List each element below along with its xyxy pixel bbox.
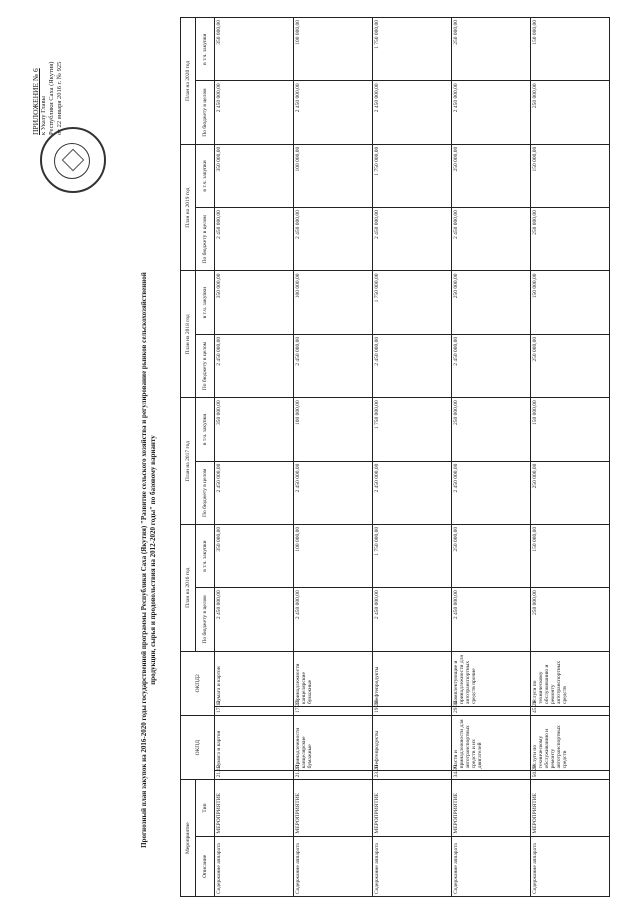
okpd-name: Принадлежности канцелярские бумажные <box>294 716 373 771</box>
header-incl-purchases: в т.ч. закупки <box>196 398 215 461</box>
row-name: Содержание аппарата <box>452 836 531 896</box>
header-year-2019: План на 2019 год <box>181 144 196 271</box>
value-cell: 1 750 000,00 <box>373 524 452 587</box>
procurement-plan-table <box>180 17 610 897</box>
okpd-name: Бумага и картон <box>215 716 294 771</box>
header-incl-purchases: в т.ч. закупки <box>196 271 215 334</box>
value-cell: 2 450 000,00 <box>215 588 294 651</box>
value-cell: 150 000,00 <box>531 144 610 207</box>
okpd-name: Услуги по техническому обслуживанию и ремонту автотранспортных средств <box>531 716 610 771</box>
okpd-code: 21.23 <box>294 771 373 780</box>
okpd2-name: Комплектующие и принадлежности для автотранспортных средств прочие <box>452 651 531 706</box>
value-cell: 2 450 000,00 <box>452 81 531 144</box>
value-cell: 250 000,00 <box>452 524 531 587</box>
value-cell: 250 000,00 <box>531 81 610 144</box>
okpd2-name: Услуги по техническому обслуживанию и ремонту автотранспортных средств <box>531 651 610 706</box>
okpd-name: Нефтепродукты <box>373 716 452 771</box>
okpd2-code: 29.32 <box>452 706 531 715</box>
header-year-2017: План на 2017 год <box>181 398 196 525</box>
row-name: Содержание аппарата <box>373 836 452 896</box>
appendix-block <box>32 0 64 135</box>
okpd2-name: Принадлежности канцелярские бумажные <box>294 651 373 706</box>
value-cell: 2 450 000,00 <box>373 461 452 524</box>
okpd2-code: 19.20 <box>373 706 452 715</box>
table-row <box>452 18 531 897</box>
value-cell: 2 450 000,00 <box>294 81 373 144</box>
row-name: Содержание аппарата <box>215 836 294 896</box>
value-cell: 100 000,00 <box>294 398 373 461</box>
value-cell: 2 450 000,00 <box>294 461 373 524</box>
table-row <box>373 18 452 897</box>
row-type: МЕРОПРИЯТИЕ <box>294 780 373 836</box>
okpd2-name: Бумага и картон <box>215 651 294 706</box>
value-cell: 2 450 000,00 <box>373 588 452 651</box>
row-type: МЕРОПРИЯТИЕ <box>531 780 610 836</box>
value-cell: 250 000,00 <box>452 144 531 207</box>
header-incl-purchases: в т.ч. закупки <box>196 524 215 587</box>
table-row <box>294 18 373 897</box>
value-cell: 350 000,00 <box>215 524 294 587</box>
value-cell: 2 450 000,00 <box>452 588 531 651</box>
okpd-code: 50.20 <box>531 771 610 780</box>
value-cell: 350 000,00 <box>215 271 294 334</box>
value-cell: 1 750 000,00 <box>373 144 452 207</box>
header-budget-total: По бюджету в целом <box>196 588 215 651</box>
appendix-line: от 22 января 2016 г. № 925 <box>56 61 63 135</box>
value-cell: 1 750 000,00 <box>373 398 452 461</box>
value-cell: 2 450 000,00 <box>452 334 531 397</box>
table-row <box>531 18 610 897</box>
value-cell: 1 750 000,00 <box>373 18 452 81</box>
header-budget-total: По бюджету в целом <box>196 461 215 524</box>
header-okpd2: ОКПД2 <box>181 651 215 715</box>
value-cell: 2 450 000,00 <box>215 81 294 144</box>
header-type: Тип <box>196 780 215 836</box>
value-cell: 250 000,00 <box>531 208 610 271</box>
value-cell: 250 000,00 <box>531 461 610 524</box>
appendix-line: Республики Саха (Якутия) <box>48 61 55 135</box>
value-cell: 250 000,00 <box>452 398 531 461</box>
value-cell: 350 000,00 <box>215 18 294 81</box>
value-cell: 2 450 000,00 <box>215 208 294 271</box>
value-cell: 250 000,00 <box>531 334 610 397</box>
value-cell: 100 000,00 <box>294 524 373 587</box>
value-cell: 150 000,00 <box>531 271 610 334</box>
header-year-2020: План на 2020 год <box>181 18 196 145</box>
row-name: Содержание аппарата <box>294 836 373 896</box>
value-cell: 350 000,00 <box>215 398 294 461</box>
row-type: МЕРОПРИЯТИЕ <box>215 780 294 836</box>
value-cell: 250 000,00 <box>531 588 610 651</box>
header-budget-total: По бюджету в целом <box>196 208 215 271</box>
okpd-code: 21.12 <box>215 771 294 780</box>
okpd2-code: 17.12 <box>215 706 294 715</box>
row-name: Содержание аппарата <box>531 836 610 896</box>
value-cell: 2 450 000,00 <box>215 334 294 397</box>
value-cell: 2 450 000,00 <box>294 208 373 271</box>
value-cell: 100 000,00 <box>294 271 373 334</box>
value-cell: 2 450 000,00 <box>373 334 452 397</box>
value-cell: 100 000,00 <box>294 144 373 207</box>
value-cell: 100 000,00 <box>294 18 373 81</box>
header-year-2018: План на 2018 год <box>181 271 196 398</box>
okpd-code: 23.20 <box>373 771 452 780</box>
okpd-code: 34.30 <box>452 771 531 780</box>
header-year-2016: План на 2016 год <box>181 524 196 651</box>
header-incl-purchases: в т.ч. закупки <box>196 18 215 81</box>
value-cell: 1 750 000,00 <box>373 271 452 334</box>
table-row <box>215 18 294 897</box>
header-incl-purchases: в т.ч. закупки <box>196 144 215 207</box>
appendix-title: ПРИЛОЖЕНИЕ № 6 <box>31 68 40 135</box>
official-seal-stamp <box>40 127 106 193</box>
row-type: МЕРОПРИЯТИЕ <box>452 780 531 836</box>
header-event: Мероприятие <box>181 780 196 897</box>
row-type: МЕРОПРИЯТИЕ <box>373 780 452 836</box>
okpd2-name: Нефтепродукты <box>373 651 452 706</box>
value-cell: 2 450 000,00 <box>373 81 452 144</box>
value-cell: 2 450 000,00 <box>373 208 452 271</box>
value-cell: 250 000,00 <box>452 18 531 81</box>
header-okpd: ОКПД <box>181 716 215 780</box>
okpd2-code: 45.20 <box>531 706 610 715</box>
header-budget-total: По бюджету в целом <box>196 334 215 397</box>
okpd-name: Части и принадлежности для автотранспортных средств и их двигателей <box>452 716 531 771</box>
value-cell: 350 000,00 <box>215 144 294 207</box>
document-title: Прогнозный план закупок на 2016-2020 годы государственной программы Республики Саха (Якутия) "Развитие сельского хозяйства и регулирование рынков сельскохозяйственной продукции, сырья и продовольствия на 2012-2020 годы" по базовому варианту <box>140 272 157 848</box>
value-cell: 2 450 000,00 <box>452 461 531 524</box>
header-budget-total: По бюджету в целом <box>196 81 215 144</box>
value-cell: 150 000,00 <box>531 398 610 461</box>
okpd2-code: 17.23 <box>294 706 373 715</box>
value-cell: 150 000,00 <box>531 18 610 81</box>
value-cell: 250 000,00 <box>452 271 531 334</box>
value-cell: 2 450 000,00 <box>215 461 294 524</box>
value-cell: 2 450 000,00 <box>294 334 373 397</box>
value-cell: 150 000,00 <box>531 524 610 587</box>
value-cell: 2 450 000,00 <box>294 588 373 651</box>
header-name: Описание <box>196 836 215 896</box>
value-cell: 2 450 000,00 <box>452 208 531 271</box>
appendix-line: к Указу Главы <box>40 96 47 135</box>
